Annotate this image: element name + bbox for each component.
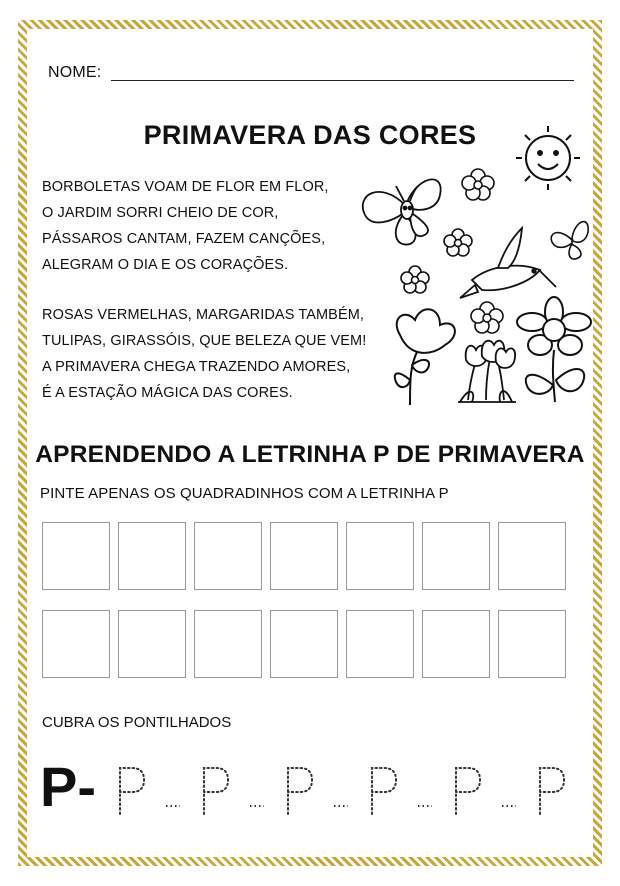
page-title: PRIMAVERA DAS CORES	[143, 120, 477, 150]
dotted-letter[interactable]	[288, 768, 348, 814]
poem-line: O JARDIM SORRI CHEIO DE COR,	[42, 205, 279, 221]
letter-box[interactable]	[194, 522, 262, 590]
letter-box[interactable]	[346, 522, 414, 590]
letter-box[interactable]	[422, 522, 490, 590]
letter-box[interactable]	[498, 610, 566, 678]
letter-box[interactable]	[42, 610, 110, 678]
big-letter: P-	[40, 755, 96, 818]
sun-icon	[516, 126, 580, 190]
poem-line: PÁSSAROS CANTAM, FAZEM CANÇÕES,	[42, 231, 326, 247]
letter-box[interactable]	[194, 610, 262, 678]
dotted-letter[interactable]	[120, 768, 180, 814]
flower-icon	[395, 309, 455, 405]
dotted-letter[interactable]	[372, 768, 432, 814]
letter-box[interactable]	[498, 522, 566, 590]
poem-line: É A ESTAÇÃO MÁGICA DAS CORES.	[42, 385, 293, 401]
dotted-letter[interactable]	[204, 768, 264, 814]
letter-box[interactable]	[42, 522, 110, 590]
daisy-icon	[517, 297, 591, 402]
tracing-area[interactable]	[110, 762, 570, 822]
letter-box[interactable]	[118, 522, 186, 590]
poem-line: ALEGRAM O DIA E OS CORAÇÕES.	[42, 257, 289, 273]
letter-box[interactable]	[346, 610, 414, 678]
letter-box[interactable]	[422, 610, 490, 678]
letter-box[interactable]	[118, 610, 186, 678]
activity-instruction: PINTE APENAS OS QUADRADINHOS COM A LETRINHA P	[40, 485, 449, 502]
poem-line: ROSAS VERMELHAS, MARGARIDAS TAMBÉM,	[42, 307, 365, 323]
poem-line: A PRIMAVERA CHEGA TRAZENDO AMORES,	[42, 359, 351, 375]
letter-box[interactable]	[270, 522, 338, 590]
poem-line: BORBOLETAS VOAM DE FLOR EM FLOR,	[42, 179, 329, 195]
butterfly-icon	[551, 222, 588, 259]
dotted-letter[interactable]	[456, 768, 516, 814]
butterfly-icon	[363, 179, 441, 244]
dotted-letter[interactable]	[540, 768, 564, 814]
tracing-instruction: CUBRA OS PONTILHADOS	[42, 714, 232, 731]
tulip-icon	[458, 341, 516, 402]
poem-line: TULIPAS, GIRASSÓIS, QUE BELEZA QUE VEM!	[42, 333, 367, 349]
hummingbird-icon	[460, 228, 556, 298]
name-label: NOME:	[48, 64, 102, 81]
activity-title: APRENDENDO A LETRINHA P DE PRIMAVERA	[35, 441, 585, 468]
letter-box[interactable]	[270, 610, 338, 678]
